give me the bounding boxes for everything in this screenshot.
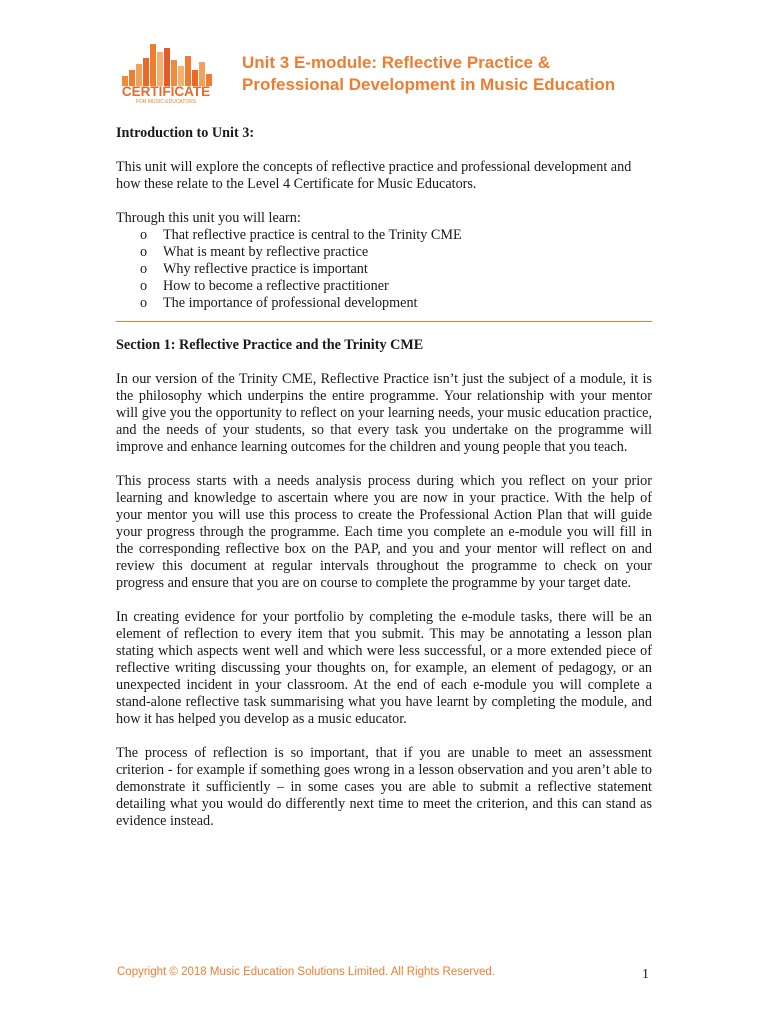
list-item: o The importance of professional development (140, 295, 418, 311)
copyright-footer: Copyright © 2018 Music Education Solutions Limited. All Rights Reserved. (117, 966, 495, 978)
bullet-marker: o (140, 295, 148, 311)
certificate-logo (118, 42, 214, 104)
bullet-marker: o (140, 244, 148, 260)
section-1-paragraph-2: This process starts with a needs analysis process during which you reflect on your prior learning and knowledge to ascertain where you are now in your practice. With the help of your mentor you will use this process to create the Professional Action Plan that will guide your progress through the programme. Each time you complete an e-module you will fill in the corresponding reflective box on the PAP, and you and your mentor will reflect on and review this document at regular intervals throughout the programme to check on your progress and ensure that you are on course to complete the programme by your target date. (116, 473, 652, 591)
bullet-marker: o (140, 261, 148, 277)
bullet-marker: o (140, 227, 148, 243)
page-number: 1 (642, 967, 649, 982)
logo-equalizer-bars (122, 44, 212, 86)
section-1-paragraph-3: In creating evidence for your portfolio by completing the e-module tasks, there will be an element of reflection to every item that you submit. This may be annotating a lesson plan stating which aspects went well and which were less successful, or a more extended piece of reflective writing discussing your thoughts on, for example, an element of pedagogy, or an unexpected incident in your classroom. At the end of each e-module you will complete a stand-alone reflective task summarising what you have learnt by completing the module, and how it has helped you develop as a music educator. (116, 609, 652, 727)
list-item: o How to become a reflective practitioner (140, 278, 389, 294)
section-1-heading: Section 1: Reflective Practice and the Trinity CME (116, 337, 424, 353)
document-body (116, 125, 652, 830)
list-item: o What is meant by reflective practice (140, 244, 369, 260)
bullet-marker: o (140, 278, 148, 294)
intro-paragraph: This unit will explore the concepts of reflective practice and professional development and how these relate to the Level 4 Certificate for Music Educators. (116, 159, 632, 192)
document-title (242, 52, 722, 96)
section-1-paragraph-4: The process of reflection is so important, that if you are unable to meet an assessment criterion - for example if something goes wrong in a lesson observation and you aren’t able to demonstrate it sufficiently – in some cases you are able to submit a reflective statement detailing what you would do differently next time to meet the criterion, and this can stand as evidence instead. (116, 745, 652, 829)
section-1-paragraph-1: In our version of the Trinity CME, Reflective Practice isn’t just the subject of a module, it is the philosophy which underpins the entire programme. Your relationship with your mentor will give you the opportunity to reflect on your learning needs, your music education practice, and the needs of your students, so that every task you undertake on the programme will improve and enhance learning outcomes for the children and young people that you teach. (116, 371, 652, 455)
title-line-1: Unit 3 E-module: Reflective Practice & (242, 53, 550, 72)
intro-heading: Introduction to Unit 3: (116, 125, 255, 141)
logo-subtext: FOR MUSIC EDUCATORS (135, 99, 197, 104)
list-item: o Why reflective practice is important (140, 261, 368, 277)
objectives-list (116, 227, 652, 312)
list-item: o That reflective practice is central to the Trinity CME (140, 227, 462, 243)
section-divider (116, 321, 652, 322)
logo-text: CERTIFICATE (121, 84, 211, 99)
title-line-2: Professional Development in Music Education (242, 75, 616, 94)
objectives-lead: Through this unit you will learn: (116, 210, 301, 226)
